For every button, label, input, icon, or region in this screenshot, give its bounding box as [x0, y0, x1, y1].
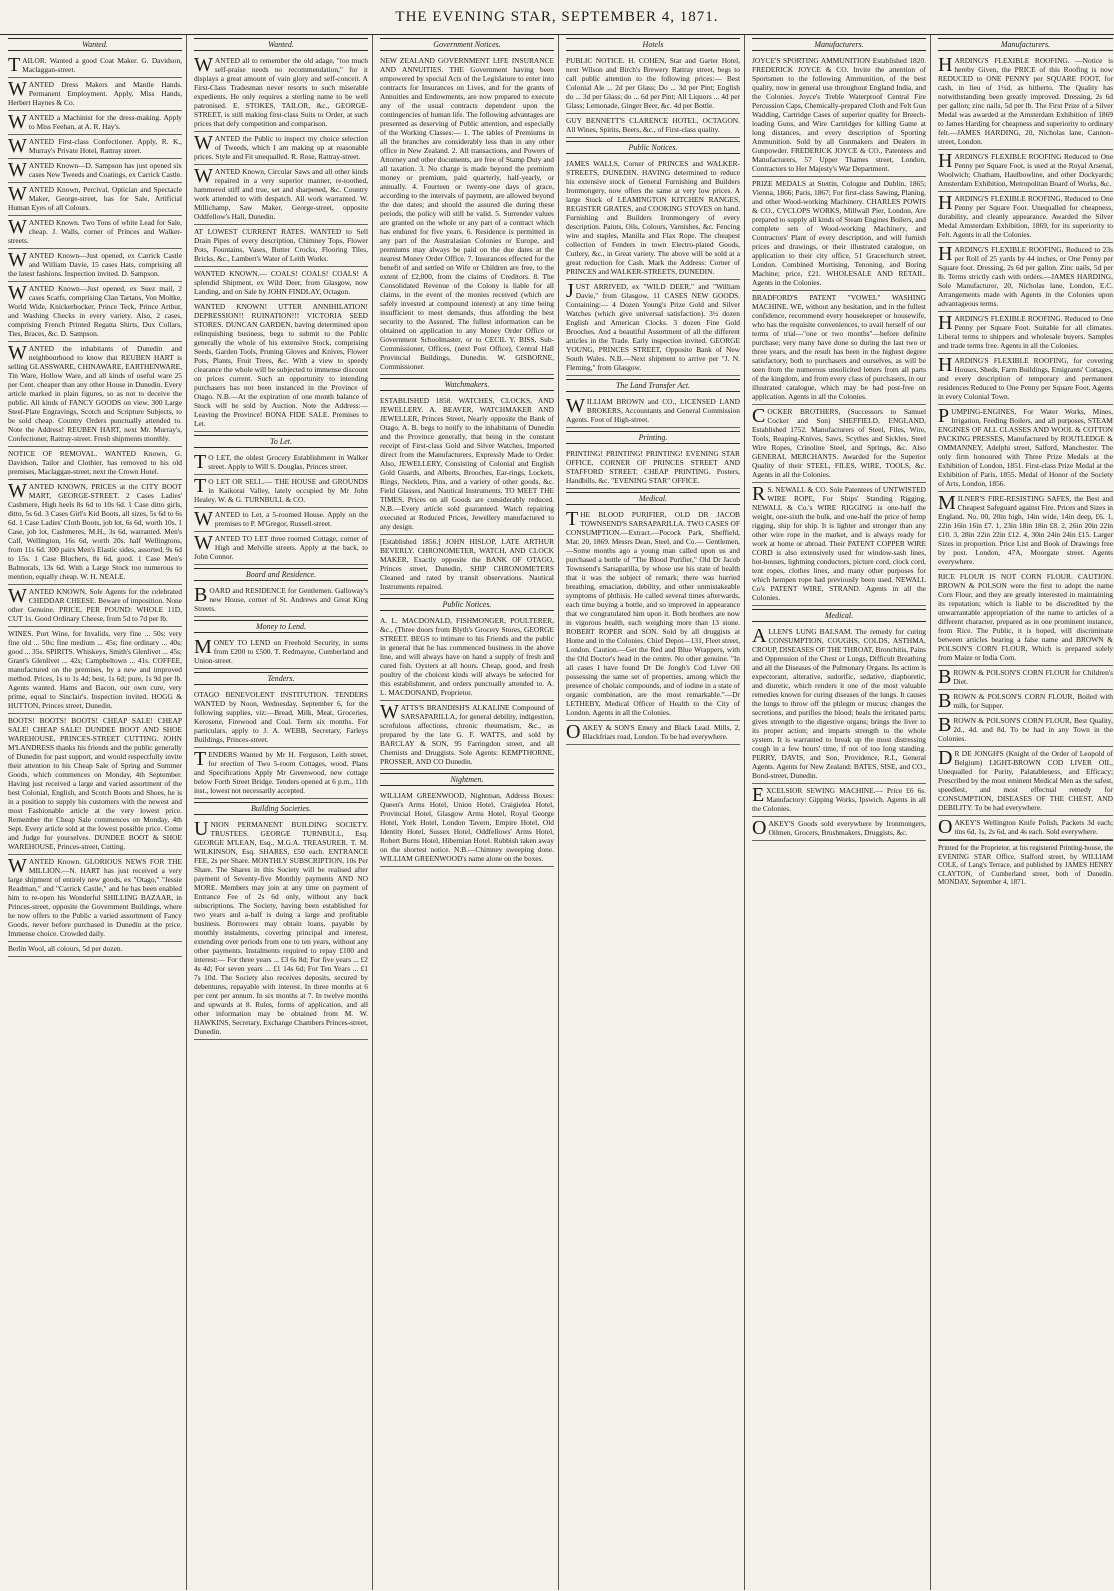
advertisement-body: ANTED KNOWN, PRICES at the CITY BOOT MART, GEORGE-STREET. 2 Cases Ladies' Cashmere, High heels 8s 6d to 10s 6d. 1 Case ditto girls, ditto, 5s 6d. 3 Cases Girl's Kid Boots, all sizes, 5s 6d to 6s 6d. 1 Case Ladies' Cloth Boots, job lot, 6s 6d, worth 10s. 1 Case, job lot, Cashmeres, M.H., 3s 6d, warranted. Men's Calf, Wellington, 16s 6d, worth 20s. half Wellingtons, from 11s 6d. 300 pairs Men's Elastic sides, assorted, 9s 6d to 15s. 1 Case Bluchers, 8s 6d, good. 1 Case Men's Balmorals, 13s 6d. With a Large Stock too numerous to mention, equally cheap. W. H. NEALE. — [8, 482, 182, 581]
advertisement-text — [938, 716, 1113, 743]
advertisement-text — [8, 56, 182, 74]
section-heading: Public Notices. — [380, 598, 554, 611]
advertisement-body: OARD and RESIDENCE for Gentlemen. Galloway's new House, corner of St. Andrews and Great King Streets. — [194, 586, 368, 613]
section-heading: Wanted. — [8, 38, 182, 51]
advertisement-text — [752, 485, 926, 602]
advertisement-body: JAMES WALLS, Corner of PRINCES and WALKER-STREETS, DUNEDIN. HAVING determined to reduce his extensive stock of General Furnishing and Builders Ironmongery, now offers the same at very low prices. A large Stock of LEAMINGTON KITCHEN RANGES, REGISTER GRATES, and COOKING STOVES on hand. Furnishing and Builders Ironmongery of every description. Paints, Oils, Colours, Varnishes, &c. Fencing wire and staples, Manilla and Flax Rope. The cheapest collection of Fenders in town Electro-plated Goods, Cutlery, &c., in Great variety. The above will be sold at a great reduction for Cash. Mark the Address: Corner of PRINCES and WALKER-STREETS, DUNEDIN. — [566, 159, 740, 276]
drop-cap: U — [194, 818, 209, 840]
advertisement-body: ARDING'S FLEXIBLE ROOFING, for covering Houses, Sheds, Farm Buildings, Emigrants' Cottages, and every description of temporary and permanent residences Reduced to One Penny per Square Foot. Agents in every Colonial Town. — [938, 356, 1113, 401]
advertisement — [380, 701, 554, 770]
advertisement-text — [8, 449, 182, 476]
advertisement — [8, 480, 182, 585]
drop-cap: W — [194, 165, 213, 187]
drop-cap: O — [752, 817, 767, 839]
advertisement-body: ANTED all to remember the old adage, "too much self-praise needs no recommendation," for it displays a great amount of vain glory and self-conceit. A First-Class Tradesman never resorts to such miserable expedients. He only requires a sterling name to be well patronised. E. STOKES, TAILOR, &c., GEORGE-STREET, is still making first-class Suits to Order, at such prices that defy competition and comparison. — [194, 56, 368, 128]
section-heading: Wanted. — [194, 38, 368, 51]
section-heading: Medical. — [566, 492, 740, 505]
drop-cap: J — [566, 280, 574, 302]
advertisement-text — [8, 587, 182, 623]
section-heading: Hotels — [566, 38, 740, 51]
advertisement-body: WINES. Port Wine, for Invalids, very fine ... 50s; very fine old ... 50s; fine medium ... 45s; fine ordinary ... 40s; good ... 35s. SPIRITS. Whiskeys, Smith's Glenlivet ... 45s; Grant's Glenlivet ... 42s; Campbeltown ... 41s. COFFEE, manufactured on the premises, by a new and improved method. Prices, 1s to 1s 4d; best, 1s 6d; pure, 1s 9d per lb. Agents wanted. Hams and Bacon, our own cure, very prime, equal to Sinclair's. Inspection invited. HOGG & HUTTON, Princes street, Dunedin. — [8, 629, 182, 710]
drop-cap: W — [194, 532, 213, 554]
drop-cap: H — [938, 243, 953, 265]
column-2 — [190, 35, 373, 1590]
advertisement-body: LLEN'S LUNG BALSAM. The remedy for curing CONSUMPTION, COUGHS, COLDS, ASTHMA, CROUP, DISEASES OF THE THROAT, Bronchitis, Pains and Oppression of the Chest or Lungs, Difficult Breathing and all the Diseases of the Pulmonary Organs. Its action is expectorant, alterative, sudorific, sedative, diaphoretic, and diuretic, which renders it one of the most valuable remedies known for curing diseases of the lungs. It causes the lungs to throw off the phlegm or mucus; changes the secretions, and purifies the blood; heals the irritated parts; gives strength to the digestive organs; brings the liver to its proper action; and imparts strength to the whole system. It is warranted to break up the most distressing cough in a few hours' time, if not of too long standing. PERRY, DAVIS, and Son, Providence, R.I., General Agents. Agents for New Zealand: BATES, SISE, and CO., Bond-street, Dunedin. — [752, 627, 926, 780]
column-5 — [748, 35, 931, 1590]
advertisement-body: O LET OR SELL.— THE HOUSE and GROUNDS in Kaikorai Valley, lately occupied by Mr John Healey. W. & G. TURNBULL & CO. — [194, 477, 368, 504]
advertisement-text — [194, 690, 368, 744]
advertisement-text — [194, 534, 368, 561]
advertisement-text — [752, 407, 926, 479]
section-heading: Manufacturers. — [938, 38, 1113, 51]
advertisement — [938, 492, 1113, 570]
advertisement-body: OCKER BROTHERS, (Successors to Samuel Cocker and Son) SHEFFIELD, ENGLAND, Established 1752. Manufacturers of Steel, Files, Wire, Tools, Reaping-Knives, Saws, Scythes and Sickles, Steel Wire Ropes, Crinoline Steel, and Springs, &c. Also GENERAL MERCHANTS. Awarded for the Superior Quality of their STEEL, FILES, WIRE, TOOLS, &c. Agents in all the Colonies. — [752, 407, 926, 479]
advertisement — [566, 395, 740, 428]
advertisement — [380, 535, 554, 595]
advertisement — [752, 177, 926, 291]
advertisement-text — [566, 282, 740, 372]
advertisement — [938, 54, 1113, 150]
advertisement-body: WANTED KNOWN.— COALS! COALS! COALS! A splendid Shipment, ex Wild Deer, from Glasgow, now Landing, and on Sale by JOHN FINDLAY, Octagon. — [194, 269, 368, 296]
advertisement-body: NION PERMANENT BUILDING SOCIETY. TRUSTEES. GEORGE TURNBULL, Esq. GEORGE M'LEAN, Esq., M.G.A. TREASURER. T. M. WILKINSON, Esq. SHARES, £50 each. ENTRANCE FEE, 2s per Share. MONTHLY SUBSCRIPTION, 10s Per Share. The Shares in this Society will be realised after payment of Seventy-five Monthly payments AND NO MORE. Members may join at any time on payment of Entrance Fee of 2s 6d only, without any back subscriptions. The Society, having been established for two years and a-half is doing a large and profitable business. Borrowers may obtain loans, payable by monthly instalments, covering principal and interest, extending over periods from one to ten years, without any other payments. Instalments required to repay £100 and interest:— For three years ... £3 6s 8d; For five years ... £2 4s 4d; For seven years ... £1 14s 6d; For Ten Years ... £1 7s 10d. The Society also receives deposits, secured by debentures, repayable with interest. In three months at 6 per cent per annum. In six months at 7. In twelve months and upwards at 8. Rules, forms of application, and all other information may be obtained from M. W. HAWKINS, Secretary, Exchange Chambers Princes-street, Dunedin. — [194, 820, 368, 1036]
advertisement-text — [752, 179, 926, 287]
advertisement — [194, 508, 368, 532]
advertisement-text — [566, 159, 740, 276]
advertisement-text — [8, 629, 182, 710]
advertisement-text — [380, 537, 554, 591]
advertisement — [752, 817, 926, 841]
advertisement — [194, 451, 368, 475]
advertisement — [194, 475, 368, 508]
advertisement-body: Berlin Wool, all colours, 5d per dozen. — [8, 944, 123, 953]
advertisement-body: AT LOWEST CURRENT RATES. WANTED to Sell Drain Pipes of every description, Chimney Tops, Flower Pots, Fountains, Vases, Butter Crocks, Flooring Tiles, Bricks, &c., Lambert's Water of Leith Works. — [194, 227, 368, 263]
advertisement — [938, 354, 1113, 405]
column-3 — [376, 35, 559, 1590]
advertisement-text — [8, 161, 182, 179]
advertisement — [938, 666, 1113, 690]
column-4 — [562, 35, 745, 1590]
advertisement-body: NEW ZEALAND GOVERNMENT LIFE INSURANCE AND ANNUITIES. THE Government having been empowered by special Acts of the Legislature to enter into contracts for Insurances on Lives, and for the grants of Annuities and Endowments, are now prepared to execute any of the usual contracts dependent upon the contingencies of human life. The following advantages are presented as deserving of Public attention, and especially of the Working Classes:— 1. The tables of Premiums in all the branches are considerably less than in any other office in New Zealand. 2. All transactions, and Powers of Attorney and other documents, are free of Stamp Duty and all taxation. 3. No charge is made beyond the premium money or premium, paid quarterly, half-yearly, or annually. 4. Fourteen or twenty-one days of grace, according to the intervals of payment, are allowed beyond the due dates; and should the assured die during these periods, the policy will still be valid. 5. Surrender values are granted on the whole or any part of a contract which has endured for five years. 6. Residence is permitted in any part of the Australasian Colonies or Europe, and premiums may always be paid on the due dates at the nearest Money Order Office. 7. Insurances effected for the benefit of and settled on Wife or Children are free, to the extent of £2,000, from the claims of Creditors. 8. The Consolidated Revenue of the Colony is liable for all claims, in the event of the monies received (which are safely invested at compound interest) at any time being insufficient to meet demands, thus affording the best security to the Assured. The fullest information can be obtained on application to any Money Order Office or Government Schoolmaster, or to CECIL Y. BISS, Sub-Commissioner, Offices, (next Post Office), Central Hall Provincial Buildings, Dunedin. W. GISBORNE, Commissioner. — [380, 56, 554, 371]
section-heading: To Let. — [194, 435, 368, 448]
masthead: THE EVENING STAR, SEPTEMBER 4, 1871. — [0, 0, 1114, 35]
advertisement-body: ARDING'S FLEXIBLE ROOFING Reduced to One Penny per Square Foot, is used at the Royal Arsenal, Woolwich; Chatham, Haulbowline, and other Dockyards; Amsterdam Exhibition, Metropolitan Board of Works, &c. — [938, 152, 1113, 188]
advertisement — [8, 249, 182, 282]
drop-cap: W — [566, 395, 585, 417]
advertisement-body: R DE JONGH'S (Knight of the Order of Leopold of Belgium) LIGHT-BROWN COD LIVER OIL, Unequalled for Purity, Palatableness, and Efficacy; Prescribed by the most eminent Medical Men as the safest, speediest, and most effectual remedy for CONSUMPTION, DISEASES OF THE CHEST, AND DEBILITY. To be had everywhere. — [938, 749, 1113, 812]
advertisement — [566, 721, 740, 745]
advertisement — [8, 183, 182, 216]
drop-cap: W — [194, 132, 213, 154]
advertisement — [194, 688, 368, 748]
advertisement-text — [380, 703, 554, 766]
advertisement-text — [194, 302, 368, 428]
advertisement-body: ANTED Known—D. Sampson has just opened six cases New Tweeds and Coatings, ex Carrick Castle. — [28, 161, 182, 179]
advertisement-body: PUBLIC NOTICE. H. COHEN, Star and Garter Hotel, next Wilson and Birch's Brewery Rattray street, begs to call public attention to the following prices:— Best Colonial Ale ... 2d per Glass; Do ... 3d per Pint; English do ... 3d per Glass; do ... 6d per Pint; All Liquors ... 4d per Glass; Lemonade, Ginger Beer, &c. 4d per Bottle. — [566, 56, 740, 110]
advertisement-text — [938, 818, 1113, 836]
advertisement-text — [938, 572, 1113, 662]
advertisement-body: ANTED TO LET three roomed Cottage, corner of High and Melville streets. Apply at the back, to John Connor. — [194, 534, 368, 561]
drop-cap: B — [938, 666, 952, 688]
advertisement — [752, 784, 926, 817]
advertisement-text — [938, 245, 1113, 308]
advertisement-body: ANTED Dress Makers and Mantle Hands. Permanent Employment. Apply, Miss Hands, Herbert Haynes & Co. — [8, 80, 182, 107]
advertisement-body: ANTED Known, Percival, Optician and Spectacle Maker, George-street, has for Sale, Artificial Human Eyes of all Colours. — [8, 185, 182, 212]
drop-cap: W — [8, 249, 27, 271]
advertisement-body: RICE FLOUR IS NOT CORN FLOUR. CAUTION. BROWN & POLSON were the first to adopt the name Corn Flour, and they are greatly interested in maintaining its reputation; which is liable to be discredited by the unwarrantable appropriation of the name to articles of a different character, prepared as in one prominent instance, from Rice. The Public, it is hoped, will discriminate between articles bearing a false name and BROWN & POLSON'S CORN FLOUR, Which is prepared solely from Maize or India Corn. — [938, 572, 1113, 662]
advertisement-text — [938, 356, 1113, 401]
advertisement — [194, 300, 368, 432]
drop-cap: H — [938, 192, 953, 214]
drop-cap: H — [938, 312, 953, 334]
advertisement — [8, 282, 182, 342]
advertisement — [8, 342, 182, 447]
section-heading: The Land Transfer Act. — [566, 379, 740, 392]
advertisement-text — [938, 692, 1113, 710]
advertisement-body: ROWN & POLSON'S CORN FLOUR for Children's Diet. — [953, 668, 1113, 686]
advertisement-text — [8, 185, 182, 212]
advertisement — [380, 394, 554, 535]
newspaper-columns — [0, 35, 1114, 1590]
advertisement-body: XCELSIOR SEWING MACHINE.— Price £6 6s. Manufactory: Gipping Works, Ipswich. Agents in all the Colonies. — [752, 786, 926, 813]
drop-cap: M — [194, 636, 212, 658]
advertisement-body: ONEY TO LEND on Freehold Security, in sums from £200 to £500. T. Redmayne, Cumberland and Union-street. — [194, 638, 368, 665]
advertisement — [194, 532, 368, 565]
advertisement — [194, 267, 368, 300]
advertisement-body: ARDING'S FLEXIBLE ROOFING, Reduced to 23s per Roll of 25 yards by 44 inches, or One Penny per Square foot. Dressing, 2s 6d per gallon. Zinc nails, 5d per lb. Terms strictly cash with orders.—JAMES HARDING, Sole Manufacturer, 20, Nicholas lane, London, E.C. Arrangements made with Agents in the Colonies upon advantageous terms. — [938, 245, 1113, 308]
advertisement-body: ARDING'S FLEXIBLE ROOFING. Reduced to One Penny per Square Foot. Suitable for all climates. Liberal terms to shippers and wholesale buyers. Samples and trade terms free. Agents in all the Colonies. — [938, 314, 1113, 350]
drop-cap: T — [194, 451, 207, 473]
drop-cap: W — [8, 342, 27, 364]
advertisement-text — [194, 510, 368, 528]
advertisement-text — [8, 113, 182, 131]
advertisement — [194, 132, 368, 165]
advertisement — [194, 165, 368, 225]
advertisement — [938, 192, 1113, 243]
advertisement-body: A. L. MACDONALD, FISHMONGER, POULTERER, &c., (Three doors from Blyth's Grocery Stores, GEORGE STREET. BEGS to intimate to his Friends and the public in general that he has commenced business in the above line, and will always have on hand a supply of fresh and cured fish. Oysters at all hours. Cheap, good, and fresh poultry of the choicest kinds will always be selected for this establishment, and orders punctually attended to. A. L. MACDONAND, Proprietor. — [380, 616, 554, 697]
advertisement-text — [566, 723, 740, 741]
advertisement — [8, 447, 182, 480]
drop-cap: W — [8, 855, 27, 877]
advertisement-body: WANTED KNOWN! UTTER ANNIHILATION! DEPRESSION!! RUINATION!!! VICTORIA SEED STORES. DUNCAN GARDEN, having determined upon relinquishing business, begs to submit to the Public generally the whole of his extensive Stock, comprising Seeds, Garden Tools, Pruning Gloves and Knives, Flower Pots, Plants, Fruit Trees, &c. With a view to speedy clearance the whole will be subjected to immense discount on prices current. Such an opportunity to intending purchasers has not been instanced in the Province of Otago. N.B.—At the expiration of one month balance of Stock will be sold by Auction. Note the Address:—Leaving the Province! BONA FIDE SALE. Premises to Let. — [194, 302, 368, 428]
drop-cap: B — [938, 690, 952, 712]
advertisement — [566, 114, 740, 138]
advertisement-body: AILOR. Wanted a good Coat Maker. G. Davidson, Maclaggan-street. — [22, 56, 182, 74]
drop-cap: T — [194, 475, 207, 497]
advertisement-body: ARDING'S FLEXIBLE ROOFING, Reduced to One Penny per Square Foot. Unequalled for cheapness, durability, and cleanly appearance. Awarded the Silver Medal Amsterdam Exhibition, 1869, for its superiority to Felt. Agents in all the Colonies. — [938, 194, 1113, 239]
advertisement — [8, 942, 182, 957]
advertisement-text — [938, 56, 1113, 146]
advertisement-text — [566, 116, 740, 134]
advertisement — [194, 225, 368, 267]
advertisement — [8, 111, 182, 135]
printer-imprint: Printed for the Proprietor, at his registered Printing-house, the EVENING STAR Office, Stafford street, by WILLIAM COLE, of Lang's Terrace, and published by JAMES HENRY CLAYTON, of Cumberland street, both of Dunedin. MONDAY, September 4, 1871. — [938, 840, 1113, 887]
advertisement — [938, 747, 1113, 816]
advertisement — [938, 570, 1113, 666]
advertisement-text — [752, 819, 926, 837]
advertisement-body: ANTED KNOWN, Sole Agents for the celebrated CHEDDAR CHEESE. Beware of imposition. None other Genuine. PRICE, PER POUND: WHOLE 11D, CUT 1s. Good Ordinary Cheese, from 5d to 7d per lb. — [8, 587, 182, 623]
drop-cap: W — [8, 111, 27, 133]
advertisement-text — [566, 510, 740, 717]
advertisement-text — [8, 944, 182, 953]
advertisement-text — [938, 494, 1113, 566]
advertisement-body: ANTED Known, Circular Saws and all other kinds repaired in a very superior manner, re-toothed, hammered stiff and true, set and sharpened, &c. Country work attended to with despatch. All work warranted. W. Millichamp, Saw Maker, George-street, opposite Oddfellow's Hall, Dunedin. — [194, 167, 368, 221]
advertisement — [194, 584, 368, 617]
drop-cap: W — [8, 135, 27, 157]
advertisement-body: HE BLOOD PURIFIER, OLD DR JACOB TOWNSEND'S SARSAPARILLA. TWO CASES OF CONSUMPTION.—Extract.—Pocock Park, Sheffield, Mar. 20, 1869. Messrs Dean, Steel, and Co.— Gentlemen,—Some months ago a young man called upon us and purchased a bottle of "The Blood Purifier," Old Dr Jacob Townsend's Sarsaparilla, by whose use his state of health that it was the subject of remark; there was hurried breathing, emaciation, debility, and other unmistakeable symptoms of phthisis. He called several times afterwards, each time buying a bottle, and so improved in appearance that we congratulated him upon it. Both brothers are now in vigorous health, each weighing more than 13 stone. ROBERT ROPER and SON. Sold by all druggists at Home and in the Colonies. Chief Depot—131, Fleet street, London. Caution.—Get the Red and Blue Wrappers, with the Old Doctor's head in the centre. No other genuine. "In all cases I have found Dr De Jongh's Cod Liver Oil possessing the same set of properties, among which the presence of cholaic compounds, and of iodine in a state of organic combination, are the most remarkable."—Dr LETHEBY, Medical Officer of Health to the City of London. Agents in all the Colonies. — [566, 510, 740, 717]
section-heading: Medical. — [752, 609, 926, 622]
advertisement-body: S. NEWALL & CO. Sole Patentees of UNTWISTED WIRE ROPE, For Ships' Standing Rigging, NEWALL & Co.'s WIRE RIGGING is one-half the weight, one-sixth the bulk, and one-half the price of hemp rigging, ship for ship. It is lighter and stronger than any other wire rope in the market, and is always ready for work at home or abroad. Their PATENT COPPER WIRE CORD is also extensively used for window-sash lines, hot-houses, lightning conductors, picture cord, clock cord, tent ropes, clothes lines, and many other purposes for which hempen rope had previously been used. NEWALL Co's PATENT WIRE, STRAND. Agents in all the Colonies. — [752, 485, 926, 602]
advertisement-body: ESTABLISHED 1858. WATCHES, CLOCKS, AND JEWELLERY. A. BEAVER, WATCHMAKER AND JEWELLER, Princes Street, Nearly opposite the Bank of Otago. A. B. begs to notify to the inhabitants of Dunedin and the Province generally, that being in the constant receipt of First-class Gold and Silver Watches, Imported direct from the Manufacturers, Expressly Made to Order. Also, JEWELLERY, Consisting of Colonial and English Gold Guards, and Alberts, Brooches, Ear-rings, Lockets, Rings, Necklets, Pins, and a variety of other goods, &c. Field Glasses, and Nautical Instruments. TO MEET THE TIMES, Prices on all Goods are considerably reduced. N.B.—Every article sold guaranteed. Watch repairing executed at Reduced Prices, Jewellery manufactured to any design. — [380, 396, 554, 531]
advertisement-body: OTAGO BENEVOLENT INSTITUTION. TENDERS WANTED by Noon, Wednesday, September 6, for the following supplies, viz:—Bread, Milk, Meat, Groceries, Kerosene, Firewood and Coal. Term six months. For particulars, apply to J. A. WEBB, Secretary, Farleys Buildings, Princes-street. — [194, 690, 368, 744]
drop-cap: T — [8, 54, 21, 76]
advertisement — [752, 483, 926, 606]
advertisement-text — [752, 293, 926, 401]
advertisement — [938, 816, 1113, 840]
advertisement-body: AKEY'S Goods sold everywhere by Ironmongers, Oilmen, Grocers, Brushmakers, Druggists, &c. — [768, 819, 926, 837]
advertisement-body: PRINTING! PRINTING! PRINTING! EVENING STAR OFFICE, CORNER OF PRINCES STREET AND STAFFORD STREET. CHEAP PRINTING. Posters, Handbills, &c. "EVENING STAR" OFFICE. — [566, 449, 740, 485]
advertisement — [194, 54, 368, 132]
drop-cap: M — [938, 492, 956, 514]
drop-cap: W — [8, 216, 27, 238]
advertisement — [380, 789, 554, 867]
advertisement-text — [194, 477, 368, 504]
advertisement — [566, 508, 740, 721]
advertisement — [938, 714, 1113, 747]
drop-cap: C — [752, 405, 766, 427]
advertisement-body: ANTED a Machinist for the dress-making. Apply to Miss Feehan, at A. R. Hay's. — [28, 113, 182, 131]
advertisement-body: ANTED Known. Two Tons of white Lead for Sale, cheap. J. Walls, corner of Princes and Walker-streets. — [8, 218, 182, 245]
advertisement — [8, 54, 182, 78]
drop-cap: W — [8, 480, 27, 502]
section-heading: Government Notices. — [380, 38, 554, 51]
advertisement-text — [8, 284, 182, 338]
advertisement-text — [8, 857, 182, 938]
advertisement-body: O LET, the oldest Grocery Establishment in Walker street. Apply to Will S. Douglas, Princes street. — [208, 453, 368, 471]
drop-cap: O — [938, 816, 953, 838]
advertisement-body: ANTED First-class Confectioner. Apply, R. K., Murray's Private Hotel, Rattray street. — [28, 137, 182, 155]
advertisement-body: ILLIAM BROWN and CO., LICENSED LAND BROKERS, Accountants and General Commission Agents. Foot of High-street. — [566, 397, 740, 424]
advertisement — [380, 54, 554, 375]
advertisement — [8, 855, 182, 942]
section-heading: Public Notices. — [566, 141, 740, 154]
advertisement — [938, 312, 1113, 354]
advertisement-body: [Established 1856.] JOHN HISLOP, LATE ARTHUR BEVERLY. CHRONOMETER, WATCH, AND CLOCK MAKER, Exactly opposite the BANK OF OTAGO, Princes street, Dunedin, SHIP CHRONOMETERS Cleaned and rated by transit observations. Nautical Instruments repaired. — [380, 537, 554, 591]
advertisement — [566, 280, 740, 376]
drop-cap: H — [938, 150, 953, 172]
advertisement-text — [194, 227, 368, 263]
drop-cap: B — [194, 584, 208, 606]
advertisement — [8, 627, 182, 714]
advertisement-body: ANTED Known. GLORIOUS NEWS FOR THE MILLION.—N. HART has just received a very large shipment of entirely new goods, ex "Otago," "Jessie Readman," and "Carrick Castle," and he has been enabled him to re-open his Wonderful SHILLING BAZAAR, in Princes-street, opposite the Government Buildings, where he now offers to the Public a varied assortment of Fancy Goods, never before purchased in Dunedin at the price. Immense choice. Crowded daily. — [8, 857, 182, 938]
drop-cap: W — [8, 282, 27, 304]
column-1 — [4, 35, 187, 1590]
advertisement-text — [938, 749, 1113, 812]
advertisement-body: ANTED Known—Just opened, ex Suez mail, 2 cases Scarfs, comprising Clan Tartans, Von Moltke, World Wide, Knickerbocker, Prince Teck, Prince Arthur, and Washing Checks in every variety. Also, 2 cases, comprising French Printed Regatta Shirts, Dux Collars, Ties, Braces, &c. D. Sampson. — [8, 284, 182, 338]
advertisement-text — [938, 152, 1113, 188]
drop-cap: A — [752, 625, 767, 647]
section-heading: Nightmen. — [380, 773, 554, 786]
advertisement — [8, 714, 182, 855]
advertisement-body: BOOTS! BOOTS! BOOTS! CHEAP SALE! CHEAP SALE! CHEAP SALE! DUNDEE BOOT AND SHOE WAREHOUSE, PRINCES-STREET CUTTING. JOHN M'LANDRESS thanks his friends and the public generally of Dunedin for past support, and would respectfully invite their attention to his Cheap Sale of Spring and Summer Goods, which commences on Monday, 4th September. Having just received a large and varied assortment of the best Colonial, English, and Scotch Boots and Shoes, he is in a position to supply his customers with the newest and most Fashionable article at the very lowest price. Remember the Cheap Sale commences on Monday, 4th Sept. Every article sold at the lowest possible price. Come and Judge for yourselves. DUNDEE BOOT & SHOE WAREHOUSE, Princes-street, Cutting. — [8, 716, 182, 851]
drop-cap: D — [938, 747, 953, 769]
section-heading: Board and Residence. — [194, 568, 368, 581]
advertisement-text — [8, 137, 182, 155]
section-heading: Tenders. — [194, 672, 368, 685]
advertisement-body: UMPING-ENGINES, For Water Works, Mines, Irrigation, Feeding Boilers, and all purposes, STEAM ENGINES OF ALL CLASSES AND WOOL & COTTON PACKING PRESSES, Manufactured by ROUTLEDGE & OMMANNEY, Adelphi street, Salford, Manchester. The only firm honoured with Three Prize Medals at the Exhibition of London, 1851. First-class Prize Medal at the Exhibition of Paris, 1855. Medal of Honor of the Society of Arts, London, 1856. — [938, 407, 1113, 488]
advertisement-text — [938, 668, 1113, 686]
advertisement — [752, 54, 926, 177]
advertisement-text — [380, 616, 554, 697]
drop-cap: H — [938, 54, 953, 76]
drop-cap: W — [380, 701, 399, 723]
advertisement — [8, 159, 182, 183]
advertisement-text — [194, 56, 368, 128]
section-heading: Building Societies. — [194, 802, 368, 815]
advertisement-text — [8, 251, 182, 278]
advertisement-text — [194, 750, 368, 795]
section-heading: Money to Lend. — [194, 620, 368, 633]
advertisement — [194, 636, 368, 669]
advertisement-text — [8, 716, 182, 851]
advertisement-text — [566, 449, 740, 485]
advertisement — [194, 748, 368, 799]
advertisement — [938, 405, 1113, 492]
drop-cap: T — [194, 748, 207, 770]
advertisement-text — [380, 396, 554, 531]
drop-cap: W — [8, 159, 27, 181]
advertisement-text — [752, 627, 926, 780]
advertisement-text — [938, 407, 1113, 488]
advertisement-body: UST ARRIVED, ex "WILD DEER," and "William Davie," from Glasgow, 11 CASES NEW GOODS. Containing:— 4 Dozen Young's Prize Gold and Silver Watches (which give universal satisfaction). 3½ dozen English and American Clocks. 3 dozen Fine Gold Brooches. And a beautiful Assortment of all the different articles in the Trade. Early inspection invited. GEORGE YOUNG, PRINCES STREET, Opposite Bank of New South Wales. N.B.—Next shipment to arrive per "J. N. Fleming," from Glasgow. — [566, 282, 740, 372]
drop-cap: B — [938, 714, 952, 736]
advertisement-body: JOYCE'S SPORTING AMMUNITION Established 1820. FREDERICK JOYCE & CO. Invite the attention of Sportsmen to the following Ammunition, of the best quality, now in general use throughout England India, and the Colonies. Joyce's Treble Waterproof Central Fire Percussion Caps, Chemically-prepared Cloth and Felt Gun Wadding, Cartridge Cases of superior quality for Breech-loading Guns, and Wire Cartridges for killing Game at long distances, and every description of Sporting Ammunition. Sold by all Gunmakers and Dealers in Gunpowder. FREDERICK JOYCE & CO., Patentees and Manufacturers, 57 Upper Thames street, London, Contractors to Her Majesty's War Department. — [752, 56, 926, 173]
drop-cap: W — [8, 183, 27, 205]
section-heading: Printing. — [566, 431, 740, 444]
advertisement-text — [194, 134, 368, 161]
drop-cap: P — [938, 405, 950, 427]
advertisement — [752, 625, 926, 784]
advertisement-body: ILNER'S FIRE-RESISTING SAFES, the Best and Cheapest Safeguard against Fire. Prices and Sizes in England. No. 00, 20in high, 14in wide, 14in deep, £6. 1, 22in 16in 16in £7. 1, 23in 18in 18in £8. 2, 26in 20in 22in £10. 3, 28in 22in 22in £12. 4, 30in 24in 24in £15. Larger Sizes in proportion. Price List and Book of Drawings free by post. London, 47A, Moorgate street. Agents everywhere. — [938, 494, 1113, 566]
advertisement — [566, 447, 740, 489]
advertisement — [8, 78, 182, 111]
advertisement-text — [752, 786, 926, 813]
advertisement-text — [194, 269, 368, 296]
drop-cap: W — [194, 54, 213, 76]
advertisement-text — [194, 820, 368, 1036]
advertisement-body: ROWN & POLSON'S CORN FLOUR, Boiled with milk, for Supper. — [953, 692, 1113, 710]
advertisement-body: AKEY & SON'S Emery and Black Lead. Mills, 2, Blackfriars road, London. To be had everywhere. — [582, 723, 740, 741]
advertisement-text — [8, 344, 182, 443]
section-heading: Watchmakers. — [380, 378, 554, 391]
advertisement-text — [8, 218, 182, 245]
advertisement — [8, 135, 182, 159]
column-6 — [934, 35, 1114, 1590]
advertisement-body: ATTS'S BRANDISH'S ALKALINE Compound of SARSAPARILLA, for general debility, indigestion, scrofulous affections, chronic rheumatism, &c., as prepared by the late G. F. WATTS, and sold by BARCLAY & SON, 95 Farringdon street, and all Chemists and Druggists. Sole Agents: KEMPTHORNE, PROSSER, AND CO Dunedin. — [380, 703, 554, 766]
drop-cap: T — [566, 508, 579, 530]
advertisement — [752, 405, 926, 483]
drop-cap: R — [752, 483, 766, 505]
advertisement-body: WILLIAM GREENWOOD, Nightman, Address Boxes: Queen's Arms Hotel, Union Hotel, Craigielea Hotel, Provincial Hotel, Glasgow Arms Hotel, Royal George Hotel, York Hotel, London Tavern, Empire Hotel, Old Identity Hotel, Sussex Hotel, Oddfellows' Arms Hotel, Robert Burns Hotel, Hibernian Hotel. Rubbish taken away on the shortest notice. N.B.—Chimney sweeping done. WILLIAM GREENWOOD's name alone on the boxes. — [380, 791, 554, 863]
advertisement-text — [938, 314, 1113, 350]
advertisement — [194, 818, 368, 1040]
advertisement — [752, 291, 926, 405]
advertisement — [938, 690, 1113, 714]
section-heading: Manufacturers. — [752, 38, 926, 51]
advertisement-body: NOTICE OF REMOVAL. WANTED Known, G. Davidson, Tailor and Clothier, has removed to his old premises, Maclaggan-street, next the Crown Hotel. — [8, 449, 182, 476]
advertisement-text — [194, 586, 368, 613]
drop-cap: E — [752, 784, 765, 806]
advertisement-text — [8, 482, 182, 581]
advertisement-text — [194, 638, 368, 665]
advertisement — [938, 150, 1113, 192]
advertisement-body: ARDING'S FLEXIBLE ROOFING. —Notice is hereby Given, the PRICE of this Roofing is now REDUCED to ONE PENNY per SQUARE FOOT, for cash, in lieu of 1½d, as hitherto. The Quality has notwithstanding been greatly improved. Dressing, 2s 6d per gallon; zinc nails, 5d per lb. The First Prize of a Silver Medal was awarded at the Amsterdam Exhibition of 1869 to James Harding for cheapness and superiority to ordinary felt.—JAMES HARDING, 20, Nicholas lane, Cannon-street, London. — [938, 56, 1113, 146]
advertisement — [8, 216, 182, 249]
advertisement-body: BRADFORD'S PATENT "VOWEL" WASHING MACHINE. WE, without any hesitation, and in the fullest confidence, recommend every housekeeper or housewife, who has the requisite conveniences, to avail herself of our terms of trial—"one or two months"—before definite purchase; very many have done so during the last two or three years, and the result has been in the highest degree satisfactory, both to purchasers and ourselves, as will be seen from the numerous unsolicited letters from all parts of the kingdom, and from every class of purchasers, in our illustrated catalogue, which may be had post-free on application. Agents in all the Colonies. — [752, 293, 926, 401]
drop-cap: W — [194, 508, 213, 530]
advertisement-text — [752, 56, 926, 173]
advertisement — [8, 585, 182, 627]
advertisement-body: ANTED the inhabitants of Dunedin and neighbourhood to know that REUBEN HART is selling GLASSWARE, CHINAWARE, EARTHENWARE, Tin Ware, Hollow Ware, and all kinds of useful ware 25 per Cent. cheaper than any other House in Dunedin. Every article marked in plain figures, so as not to deceive the public. All kinds of FANCY GOODS on view. 300 Large Steel-Plate Engravings, Scotch and Scripture Subjects, to be sold cheap. Country Orders punctually attended to. Note the Address! REUBEN HART, next Mr. Murray's, Confectioner, Rattray-street. Fresh shipments monthly. — [8, 344, 182, 443]
drop-cap: W — [8, 585, 27, 607]
advertisement-text — [194, 167, 368, 221]
advertisement — [380, 614, 554, 701]
advertisement-text — [194, 453, 368, 471]
drop-cap: H — [938, 354, 953, 376]
advertisement-text — [938, 194, 1113, 239]
advertisement — [566, 157, 740, 280]
advertisement — [938, 243, 1113, 312]
advertisement — [566, 54, 740, 114]
advertisement-text — [566, 397, 740, 424]
advertisement-text — [566, 56, 740, 110]
advertisement-body: PRIZE MEDALS at Stettin, Cologne and Dublin, 1865; Vienna, 1866; Paris, 1867; For first-class Sawing, Planing, and other Wood-working Machinery. CHARLES POWIS & CO., CYCLOPS WORKS, Millwall Pier, London, Are prepared to supply all kinds of Steam Engines Boilers, and complete sets of Wood-working Machinery, and Contractors' Plant of every description, and will furnish prices and drawings, or their illustrated catalogue, on application to their city office, 51 Gracechurch street, London. Combined Mortising, Tenoning, and Boring Machine; price, £21. WHOLESALE AND RETAIL. Agents in the Colonies. — [752, 179, 926, 287]
advertisement-body: ENDERS Wanted by Mr H. Ferguson, Leith street, for erection of Two 5-room Cottages, wood. Plans and Specifications Apply Mr Greenwood, new cottage below Forth Street Bridge. Tenders opened at 6 p.m., 11th inst., lowest not necessarily accepted. — [194, 750, 368, 795]
advertisement-body: ANTED Known—Just opened, ex Carrick Castle and William Davie, 15 cases Hats, comprising all the latest fashions. Inspection invited. D. Sampson. — [8, 251, 182, 278]
advertisement-body: AKEY'S Wellington Knife Polish, Packets 3d each; tins 6d, 1s, 2s 6d, and 4s each. Sold everywhere. — [954, 818, 1113, 836]
advertisement-text — [8, 80, 182, 107]
advertisement-text — [380, 56, 554, 371]
advertisement-text — [380, 791, 554, 863]
advertisement-body: ROWN & POLSON'S CORN FLOUR, Best Quality, 2d., 4d. and 8d. To be had in any Town in the Colonies. — [938, 716, 1113, 743]
drop-cap: W — [8, 78, 27, 100]
advertisement-body: ANTED to Let, a 5-roomed House. Apply on the premises to P. M'Gregor, Russell-street. — [214, 510, 368, 528]
advertisement-body: ANTED the Public to inspect my choice selection of Tweeds, which I am making up at reasonable prices. Style and Fit unequalled. R. Rose, Rattray-street. — [194, 134, 368, 161]
advertisement-body: GUY BENNETT'S CLARENCE HOTEL, OCTAGON. All Wines, Spirits, Beers, &c., of First-class quality. — [566, 116, 740, 134]
drop-cap: O — [566, 721, 581, 743]
